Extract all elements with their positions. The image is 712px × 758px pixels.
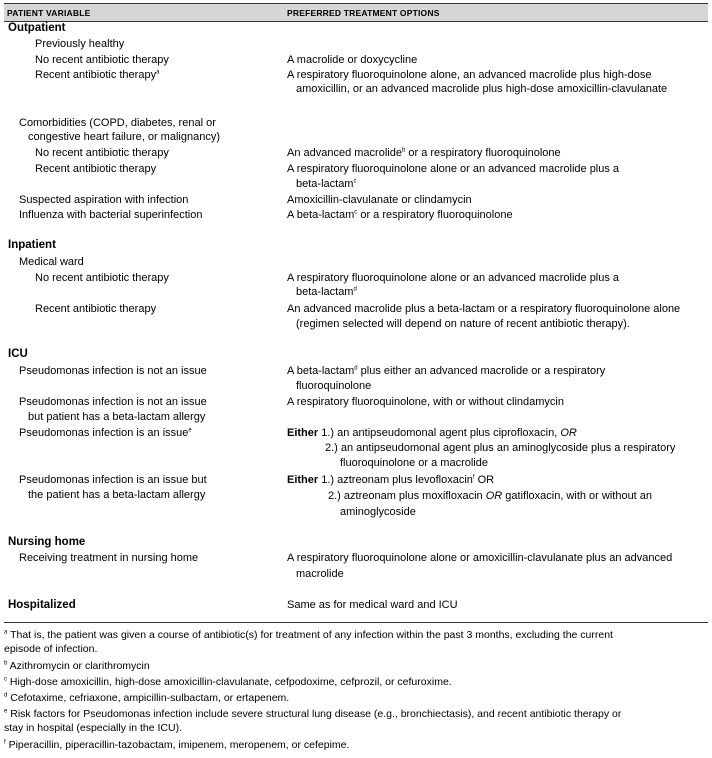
footnote-divider <box>4 622 708 623</box>
section-icu: ICU <box>8 348 28 360</box>
tx-ward-no-recent-2: beta-lactam$^d$ <box>296 286 357 298</box>
footnote-f: $^f$ Piperacillin, piperacillin-tazobactam, imipenem, meropenem, or cefepime. <box>4 739 350 751</box>
row-aspiration: Suspected aspiration with infection <box>19 194 189 206</box>
footnote-b: $^b$ Azithromycin or clarithromycin <box>4 660 150 672</box>
row-icu-pseudomonas-allergy-1: Pseudomonas infection is an issue but <box>19 474 207 486</box>
tx-icu-allergy: A respiratory fluoroquinolone, with or without clindamycin <box>287 396 564 408</box>
tx-icu-pseudomonas-allergy-3: aminoglycoside <box>340 506 416 518</box>
row-comorbidities-1: Comorbidities (COPD, diabetes, renal or <box>19 117 216 129</box>
tx-ward-recent-2: (regimen selected will depend on nature of recent antibiotic therapy). <box>296 318 630 330</box>
tx-icu-pseudomonas-3: fluoroquinolone or a macrolide <box>340 457 488 469</box>
tx-ward-recent-1: An advanced macrolide plus a beta-lactam or a respiratory fluoroquinolone alone <box>287 303 681 315</box>
tx-comorb-recent-2: beta-lactam$^c$ <box>296 178 357 190</box>
tx-comorb-no-recent: An advanced macrolide$^b$ or a respiratory fluoroquinolone <box>287 147 561 159</box>
row-comorbidities-2: congestive heart failure, or malignancy) <box>28 131 220 143</box>
row-icu-no-pseudomonas: Pseudomonas infection is not an issue <box>19 365 207 377</box>
row-nursing-home: Receiving treatment in nursing home <box>19 552 199 564</box>
tx-icu-pseudomonas-allergy-1: Either 1.) aztreonam plus levofloxacin$^f$ OR <box>287 474 495 486</box>
footnote-d: $^d$ Cefotaxime, cefriaxone, ampicillin-sulbactam, or ertapenem. <box>4 692 290 704</box>
tx-aspiration: Amoxicillin-clavulanate or clindamycin <box>287 194 472 206</box>
tx-icu-no-pseudomonas-2: fluoroquinolone <box>296 380 372 392</box>
tx-icu-pseudomonas-1: Either 1.) an antipseudomonal agent plus ciprofloxacin, OR <box>287 427 577 439</box>
table-header <box>4 3 708 22</box>
tx-ward-no-recent-1: A respiratory fluoroquinolone alone or an advanced macrolide plus a <box>287 272 620 284</box>
section-inpatient: Inpatient <box>8 239 56 251</box>
tx-icu-pseudomonas-2: 2.) an antipseudomonal agent plus an aminoglycoside plus a respiratory <box>325 442 676 454</box>
row-icu-allergy-2: but patient has a beta-lactam allergy <box>28 411 206 423</box>
row-ward-no-recent: No recent antibiotic therapy <box>35 272 169 284</box>
row-icu-allergy-1: Pseudomonas infection is not an issue <box>19 396 207 408</box>
tx-icu-pseudomonas-allergy-2: 2.) aztreonam plus moxifloxacin OR gatifloxacin, with or without an <box>328 490 653 502</box>
footnote-e: $^e$ Risk factors for Pseudomonas infection include severe structural lung disease (e.g., bronchiectasis), and recent antibiotic therapy or <box>4 708 622 720</box>
tx-icu-no-pseudomonas-1: A beta-lactam$^d$ plus either an advanced macrolide or a respiratory <box>287 365 606 377</box>
footnote-e-cont: stay in hospital (especially in the ICU). <box>4 722 182 734</box>
tx-nursing-home-2: macrolide <box>296 568 344 580</box>
row-comorb-recent: Recent antibiotic therapy <box>35 163 157 175</box>
footnote-a: $^a$ That is, the patient was given a course of antibiotic(s) for treatment of any infection within the past 3 months, excluding the current <box>4 629 613 641</box>
tx-recent-therapy-2: amoxicillin, or an advanced macrolide plus high-dose amoxicillin-clavulanate <box>296 83 668 95</box>
section-hospitalized: Hospitalized <box>8 599 76 611</box>
row-icu-pseudomonas: Pseudomonas infection is an issue$^e$ <box>19 427 192 439</box>
section-nursing-home: Nursing home <box>8 536 86 548</box>
row-icu-pseudomonas-allergy-2: the patient has a beta-lactam allergy <box>28 489 206 501</box>
row-previously-healthy: Previously healthy <box>35 38 125 50</box>
row-comorb-no-recent: No recent antibiotic therapy <box>35 147 169 159</box>
tx-no-recent-therapy: A macrolide or doxycycline <box>287 54 418 66</box>
tx-recent-therapy-1: A respiratory fluoroquinolone alone, an advanced macrolide plus high-dose <box>287 69 652 81</box>
row-no-recent-therapy: No recent antibiotic therapy <box>35 54 169 66</box>
footnote-c: $^c$ High-dose amoxicillin, high-dose amoxicillin-clavulanate, cefpodoxime, cefprozil, or cefuroxime. <box>4 676 452 688</box>
tx-hospitalized: Same as for medical ward and ICU <box>287 599 458 611</box>
section-outpatient: Outpatient <box>8 22 66 34</box>
tx-comorb-recent-1: A respiratory fluoroquinolone alone or an advanced macrolide plus a <box>287 163 620 175</box>
col-header-patient-variable: PATIENT VARIABLE <box>7 8 91 18</box>
row-ward-recent: Recent antibiotic therapy <box>35 303 157 315</box>
row-influenza: Influenza with bacterial superinfection <box>19 209 203 221</box>
row-recent-therapy: Recent antibiotic therapy$^a$ <box>35 69 160 81</box>
tx-nursing-home-1: A respiratory fluoroquinolone alone or amoxicillin-clavulanate plus an advanced <box>287 552 673 564</box>
row-medical-ward: Medical ward <box>19 256 84 268</box>
tx-influenza: A beta-lactam$^c$ or a respiratory fluoroquinolone <box>287 209 513 221</box>
col-header-treatment-options: PREFERRED TREATMENT OPTIONS <box>287 8 440 18</box>
footnote-a-cont: episode of infection. <box>4 643 98 655</box>
